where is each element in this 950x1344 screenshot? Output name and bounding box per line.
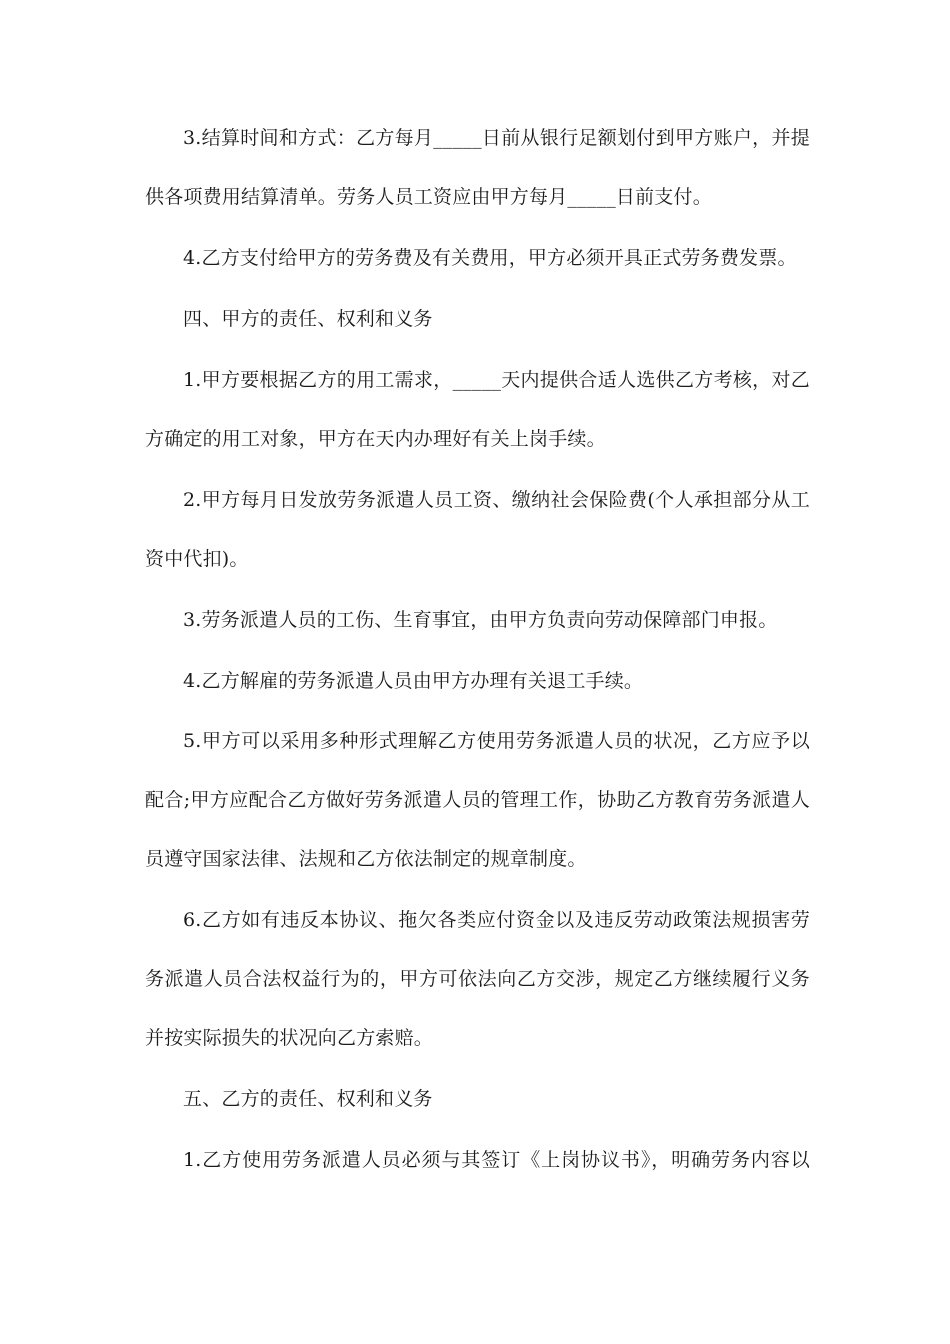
paragraph-line: 5.甲方可以采用多种形式理解乙方使用劳务派遣人员的状况，乙方应予以 (183, 730, 810, 752)
paragraph-line: 配合;甲方应配合乙方做好劳务派遣人员的管理工作，协助乙方教育劳务派遣人 (145, 789, 810, 811)
paragraph-line: 3.结算时间和方式：乙方每月_____日前从银行足额划付到甲方账户，并提 (183, 127, 810, 149)
paragraph-line: 员遵守国家法律、法规和乙方依法制定的规章制度。 (145, 848, 587, 870)
paragraph-line: 资中代扣)。 (145, 548, 249, 570)
section-heading: 四、甲方的责任、权利和义务 (183, 308, 433, 330)
paragraph-line: 4.乙方解雇的劳务派遣人员由甲方办理有关退工手续。 (183, 670, 644, 692)
paragraph-line: 供各项费用结算清单。劳务人员工资应由甲方每月_____日前支付。 (145, 186, 712, 208)
section-heading: 五、乙方的责任、权利和义务 (183, 1088, 433, 1110)
paragraph-line: 2.甲方每月日发放劳务派遣人员工资、缴纳社会保险费(个人承担部分从工 (183, 489, 810, 511)
paragraph-line: 务派遣人员合法权益行为的，甲方可依法向乙方交涉，规定乙方继续履行义务 (145, 968, 810, 990)
paragraph-line: 1.甲方要根据乙方的用工需求，_____天内提供合适人选供乙方考核，对乙 (183, 369, 810, 391)
paragraph-line: 4.乙方支付给甲方的劳务费及有关费用，甲方必须开具正式劳务费发票。 (183, 247, 797, 269)
paragraph-line: 6.乙方如有违反本协议、拖欠各类应付资金以及违反劳动政策法规损害劳 (183, 909, 810, 931)
paragraph-line: 方确定的用工对象，甲方在天内办理好有关上岗手续。 (145, 428, 606, 450)
paragraph-line: 并按实际损失的状况向乙方索赔。 (145, 1027, 434, 1049)
paragraph-line: 1.乙方使用劳务派遣人员必须与其签订《上岗协议书》，明确劳务内容以 (183, 1149, 810, 1171)
paragraph-line: 3.劳务派遣人员的工伤、生育事宜，由甲方负责向劳动保障部门申报。 (183, 609, 778, 631)
